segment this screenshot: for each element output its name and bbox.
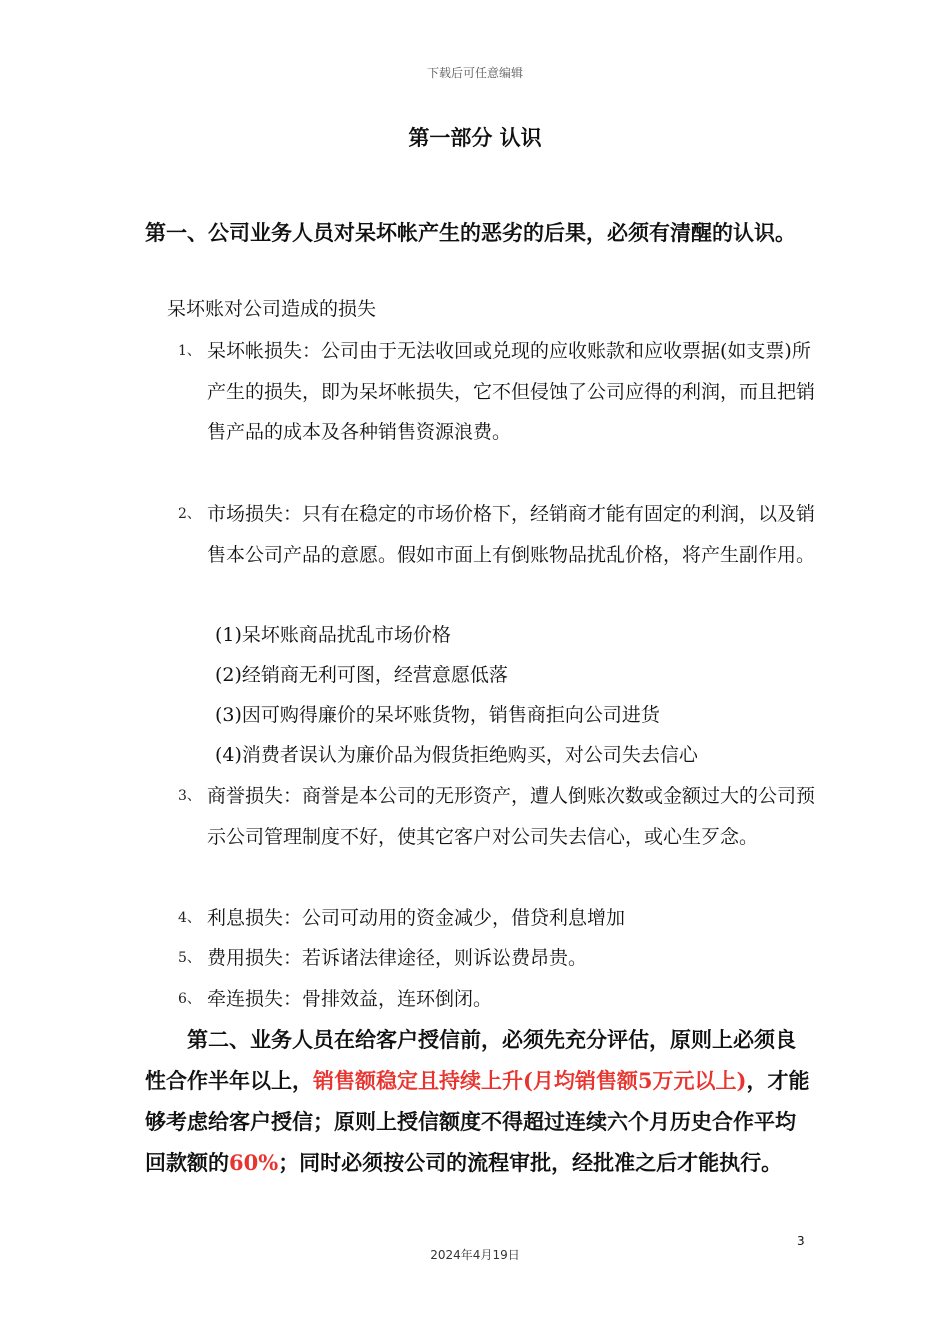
page-header: 下载后可任意编辑 bbox=[426, 66, 523, 80]
page-title: 第一部分 认识 bbox=[408, 125, 542, 150]
list-item bbox=[178, 494, 818, 575]
sub-item: (1)呆坏账商品扰乱市场价格 bbox=[215, 624, 451, 646]
item-text: 牵连损失：骨排效益，连环倒闭。 bbox=[207, 988, 493, 1010]
item-text: 呆坏帐损失：公司由于无法收回或兑现的应收账款和应收票据(如支票)所产生的损失，即为呆坏帐损失，它不但侵蚀了公司应得的利润，而且把销售产品的成本及各种销售资源浪费。 bbox=[207, 340, 816, 443]
list-item bbox=[178, 776, 818, 857]
item-number: 1、 bbox=[178, 343, 201, 359]
section2-text-1: 第二、业务人员在给客户授信前，必须先充分评估，原则上必须良性合作半年以上， bbox=[145, 1027, 796, 1093]
item-number: 2、 bbox=[178, 506, 201, 522]
section2-text-2: ，才能够考虑给客户授信；原则上授信额度不得超过连续六个月历史合作平均回款额的 bbox=[145, 1068, 810, 1175]
section2-text-3: ；同时必须按公司的流程审批，经批准之后才能执行。 bbox=[278, 1150, 783, 1175]
sub-item: (2)经销商无利可图，经营意愿低落 bbox=[215, 664, 508, 686]
section-heading-2 bbox=[145, 1019, 810, 1183]
item-number: 5、 bbox=[178, 950, 201, 966]
highlight-percentage: 60% bbox=[229, 1150, 279, 1175]
item-text: 费用损失：若诉诸法律途径，则诉讼费昂贵。 bbox=[207, 947, 588, 969]
list-item bbox=[178, 898, 818, 939]
page-number: 3 bbox=[797, 1234, 805, 1248]
list-item bbox=[178, 979, 818, 1020]
footer-date: 2024年4月19日 bbox=[430, 1248, 520, 1262]
sub-item: (4)消费者误认为廉价品为假货拒绝购买，对公司失去信心 bbox=[215, 744, 698, 766]
item-number: 6、 bbox=[178, 991, 201, 1007]
list-item bbox=[178, 938, 818, 979]
section-heading-1: 第一、公司业务人员对呆坏帐产生的恶劣的后果，必须有清醒的认识。 bbox=[145, 220, 796, 245]
list-item bbox=[178, 331, 818, 453]
item-text: 市场损失：只有在稳定的市场价格下，经销商才能有固定的利润，以及销售本公司产品的意愿。假如市面上有倒账物品扰乱价格，将产生副作用。 bbox=[207, 503, 816, 566]
item-text: 利息损失：公司可动用的资金减少，借贷利息增加 bbox=[207, 907, 626, 929]
sub-item: (3)因可购得廉价的呆坏账货物，销售商拒向公司进货 bbox=[215, 704, 660, 726]
item-number: 4、 bbox=[178, 910, 201, 926]
losses-subheading: 呆坏账对公司造成的损失 bbox=[167, 298, 377, 320]
highlight-sales-condition: 销售额稳定且持续上升(月均销售额5万元以上) bbox=[313, 1068, 747, 1093]
item-number: 3、 bbox=[178, 788, 201, 804]
item-text: 商誉损失：商誉是本公司的无形资产，遭人倒账次数或金额过大的公司预示公司管理制度不好，使其它客户对公司失去信心，或心生歹念。 bbox=[207, 785, 816, 848]
